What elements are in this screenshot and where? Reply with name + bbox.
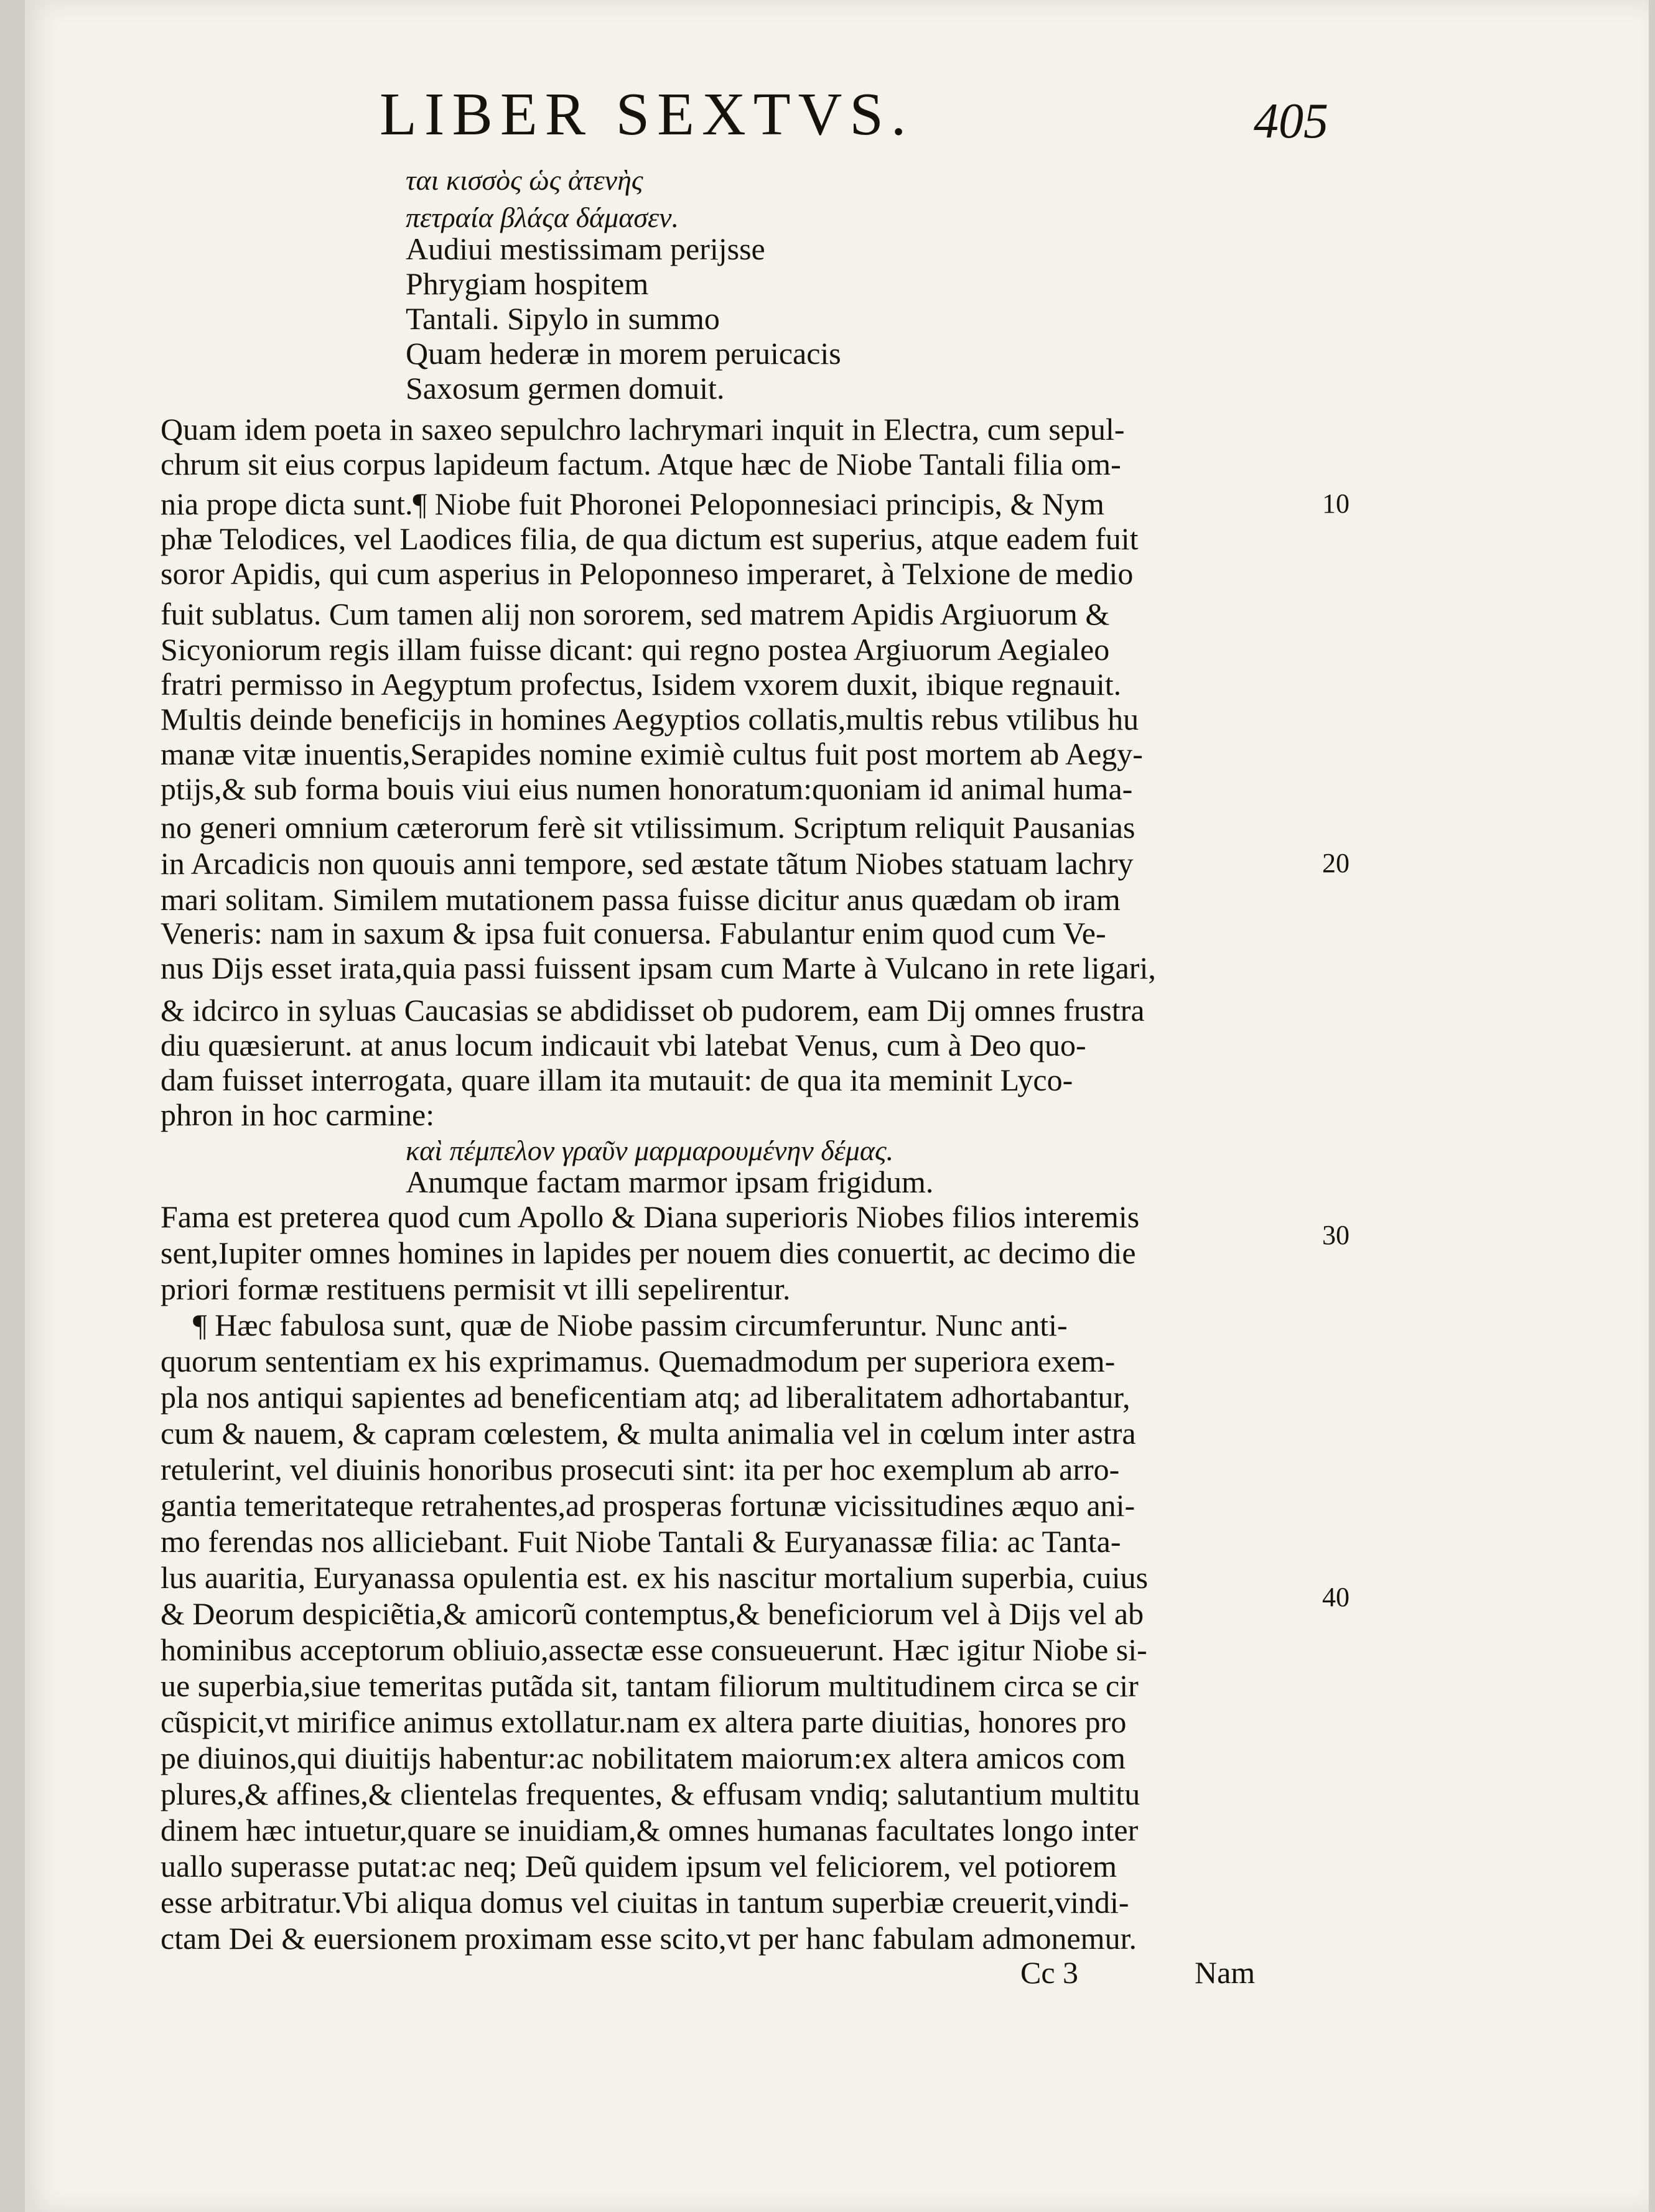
text-line: & Deorum despiciẽtia,& amicorũ contemptus,& beneficiorum vel à Dijs vel ab [161,1596,1144,1631]
book-page [25,0,1649,2212]
text-line: fuit sublatus. Cum tamen alij non sororem, sed matrem Apidis Argiuorum & [161,597,1110,631]
margin-line-number: 40 [1322,1582,1350,1612]
greek-verse-line: ται κισσὸς ὡς ἀτενὴς [406,164,643,196]
text-line: esse arbitratur.Vbi aliqua domus vel ciuitas in tantum superbiæ creuerit,vindi- [161,1885,1129,1920]
text-line: diu quæsierunt. at anus locum indicauit vbi latebat Venus, cum à Deo quo- [161,1028,1086,1062]
text-line: Sicyoniorum regis illam fuisse dicant: qui regno postea Argiuorum Aegialeo [161,632,1110,667]
text-line: chrum sit eius corpus lapideum factum. Atque hæc de Niobe Tantali filia om- [161,447,1121,481]
text-line: dinem hæc intuetur,quare se inuidiam,& omnes humanas facultates longo inter [161,1813,1139,1847]
text-line: Veneris: nam in saxum & ipsa fuit conuersa. Fabulantur enim quod cum Ve- [161,916,1106,950]
text-line: hominibus acceptorum obliuio,assectæ esse consueuerunt. Hæc igitur Niobe si- [161,1632,1147,1667]
text-line: lus auaritia, Euryanassa opulentia est. ex his nascitur mortalium superbia, cuius [161,1560,1149,1595]
text-line: sent,Iupiter omnes homines in lapides per nouem dies conuertit, ac decimo die [161,1235,1136,1270]
text-line: nia prope dicta sunt.¶ Niobe fuit Phoronei Peloponnesiaci principis, & Nym [161,486,1104,521]
text-line: phron in hoc carmine: [161,1097,435,1132]
text-line: gantia temeritateque retrahentes,ad prosperas fortunæ vicissitudines æquo ani- [161,1488,1135,1523]
text-line: mari solitam. Similem mutationem passa fuisse dicitur anus quædam ob iram [161,882,1121,917]
text-line: in Arcadicis non quouis anni tempore, sed æstate tãtum Niobes statuam lachry [161,846,1134,881]
page-header [25,80,1649,148]
text-line: nus Dijs esset irata,quia passi fuissent ipsam cum Marte à Vulcano in rete ligari, [161,950,1156,985]
greek-verse-line: πετραία βλάςα δάμασεν. [406,202,679,233]
text-line: cũspicit,vt mirifice animus extollatur.nam ex altera parte diuitias, honores pro [161,1704,1127,1739]
text-line: manæ vitæ inuentis,Serapides nomine eximiè cultus fuit post mortem ab Aegy- [161,737,1143,771]
text-line: dam fuisset interrogata, quare illam ita mutauit: de qua ita meminit Lyco- [161,1062,1073,1097]
text-line: plures,& affines,& clientelas frequentes, & effusam vndiq; salutantium multitu [161,1777,1140,1811]
verse-line: Saxosum germen domuit. [406,371,725,406]
verse-line: Phrygiam hospitem [406,266,649,301]
margin-line-number: 10 [1322,488,1350,519]
verse-line: Audiui mestissimam perijsse [406,231,765,266]
text-line: ptijs,& sub forma bouis viui eius numen honoratum:quoniam id animal huma- [161,771,1133,806]
signature-mark: Cc 3 [1020,1955,1079,1990]
text-line: mo ferendas nos alliciebant. Fuit Niobe Tantali & Euryanassæ filia: ac Tanta- [161,1524,1121,1559]
text-line: ctam Dei & euersionem proximam esse scito,vt per hanc fabulam admonemur. [161,1921,1137,1956]
page-number: 405 [1254,94,1328,149]
text-line: phæ Telodices, vel Laodices filia, de qua dictum est superius, atque eadem fuit [161,521,1139,556]
text-line: cum & nauem, & capram cœlestem, & multa animalia vel in cœlum inter astra [161,1416,1136,1451]
text-line: ¶ Hæc fabulosa sunt, quæ de Niobe passim circumferuntur. Nunc anti- [193,1308,1068,1342]
text-line: Quam idem poeta in saxeo sepulchro lachrymari inquit in Electra, cum sepul- [161,412,1125,447]
verse-line: Tantali. Sipylo in summo [406,301,720,336]
text-line: priori formæ restituens permisit vt illi sepelirentur. [161,1271,791,1306]
text-line: soror Apidis, qui cum asperius in Peloponneso imperaret, à Telxione de medio [161,556,1134,591]
text-line: retulerint, vel diuinis honoribus prosecuti sint: ita per hoc exemplum ab arro- [161,1452,1120,1487]
text-line: & idcirco in syluas Caucasias se abdidisset ob pudorem, eam Dij omnes frustra [161,993,1145,1028]
text-line: uallo superasse putat:ac neq; Deũ quidem ipsum vel feliciorem, vel potiorem [161,1849,1117,1884]
running-title: LIBER SEXTVS. [380,81,914,148]
text-line: pe diuinos,qui diuitijs habentur:ac nobilitatem maiorum:ex altera amicos com [161,1740,1126,1775]
text-line: ue superbia,siue temeritas putãda sit, tantam filiorum multitudinem circa se cir [161,1668,1139,1703]
greek-verse-line: καὶ πέμπελον γραῦν μαρμαρουμένην δέμας. [406,1135,894,1166]
text-line: no generi omnium cæterorum ferè sit vtilissimum. Scriptum reliquit Pausanias [161,810,1135,845]
text-line: quorum sententiam ex his exprimamus. Quemadmodum per superiora exem- [161,1344,1116,1378]
catchword: Nam [1195,1955,1256,1990]
text-line: Fama est preterea quod cum Apollo & Diana superioris Niobes filios interemis [161,1199,1140,1234]
text-line: fratri permisso in Aegyptum profectus, Isidem vxorem duxit, ibique regnauit. [161,667,1122,702]
margin-line-number: 20 [1322,848,1350,878]
text-line: Multis deinde beneficijs in homines Aegyptios collatis,multis rebus vtilibus hu [161,702,1139,737]
verse-line: Quam hederæ in morem peruicacis [406,336,841,371]
text-line: pla nos antiqui sapientes ad beneficentiam atq; ad liberalitatem adhortabantur, [161,1380,1131,1415]
margin-line-number: 30 [1322,1220,1350,1250]
verse-line: Anumque factam marmor ipsam frigidum. [406,1164,934,1199]
